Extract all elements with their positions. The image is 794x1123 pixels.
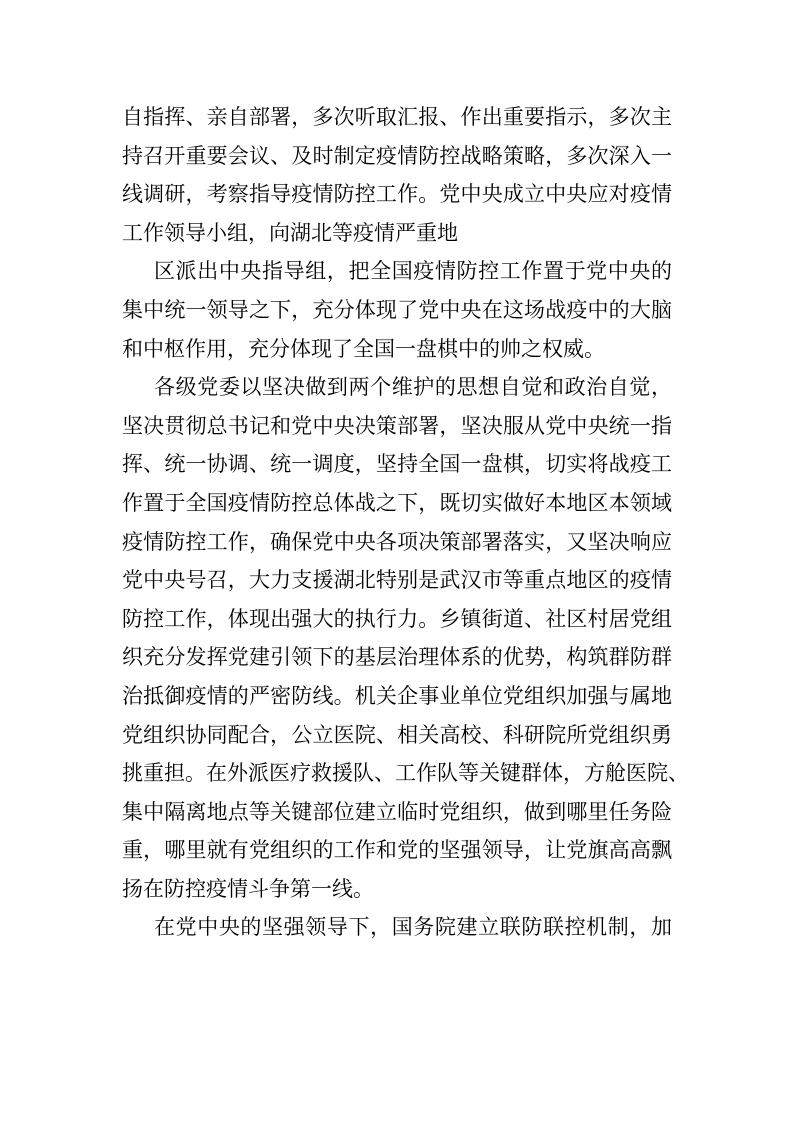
text-line: 挑重担。在外派医疗救援队、工作队等关键群体，方舱医院、 — [122, 761, 689, 786]
text-line: 线调研，考察指导疫情防控工作。党中央成立中央应对疫情 — [122, 182, 672, 207]
text-line: 自指挥、亲自部署，多次听取汇报、作出重要指示，多次主 — [122, 105, 672, 129]
text-line: 疫情防控工作，确保党中央各项决策部署落实，又坚决响应 — [122, 529, 672, 554]
text-line: 重，哪里就有党组织的工作和党的坚强领导，让党旗高高飘 — [122, 838, 672, 863]
body-text — [122, 98, 689, 947]
text-line: 持召开重要会议、及时制定疫情防控战略策略，多次深入一 — [122, 143, 672, 168]
text-line: 治抵御疫情的严密防线。机关企事业单位党组织加强与属地 — [122, 683, 672, 708]
text-line: 作置于全国疫情防控总体战之下，既切实做好本地区本领域 — [122, 490, 672, 515]
text-line: 扬在防控疫情斗争第一线。 — [122, 876, 374, 901]
text-line: 集中统一领导之下，充分体现了党中央在这场战疫中的大脑 — [122, 297, 672, 322]
paragraph-first-line: 在党中央的坚强领导下，国务院建立联防联控机制，加 — [154, 915, 672, 940]
text-line: 防控工作，体现出强大的执行力。乡镇街道、社区村居党组 — [122, 606, 672, 631]
text-line: 和中枢作用，充分体现了全国一盘棋中的帅之权威。 — [122, 336, 605, 361]
text-line: 党组织协同配合，公立医院、相关高校、科研院所党组织勇 — [122, 722, 672, 747]
text-line: 工作领导小组，向湖北等疫情严重地 — [122, 220, 458, 245]
text-line: 党中央号召，大力支援湖北特别是武汉市等重点地区的疫情 — [122, 568, 672, 593]
text-line: 挥、统一协调、统一调度，坚持全国一盘棋，切实将战疫工 — [122, 452, 672, 477]
paragraph-first-line: 各级党委以坚决做到两个维护的思想自觉和政治自觉， — [154, 375, 672, 400]
text-line: 集中隔离地点等关键部位建立临时党组织，做到哪里任务险 — [122, 799, 672, 824]
text-line: 坚决贯彻总书记和党中央决策部署，坚决服从党中央统一指 — [122, 413, 672, 438]
text-line: 织充分发挥党建引领下的基层治理体系的优势，构筑群防群 — [122, 645, 672, 670]
paragraph-first-line: 区派出中央指导组，把全国疫情防控工作置于党中央的 — [154, 259, 672, 284]
